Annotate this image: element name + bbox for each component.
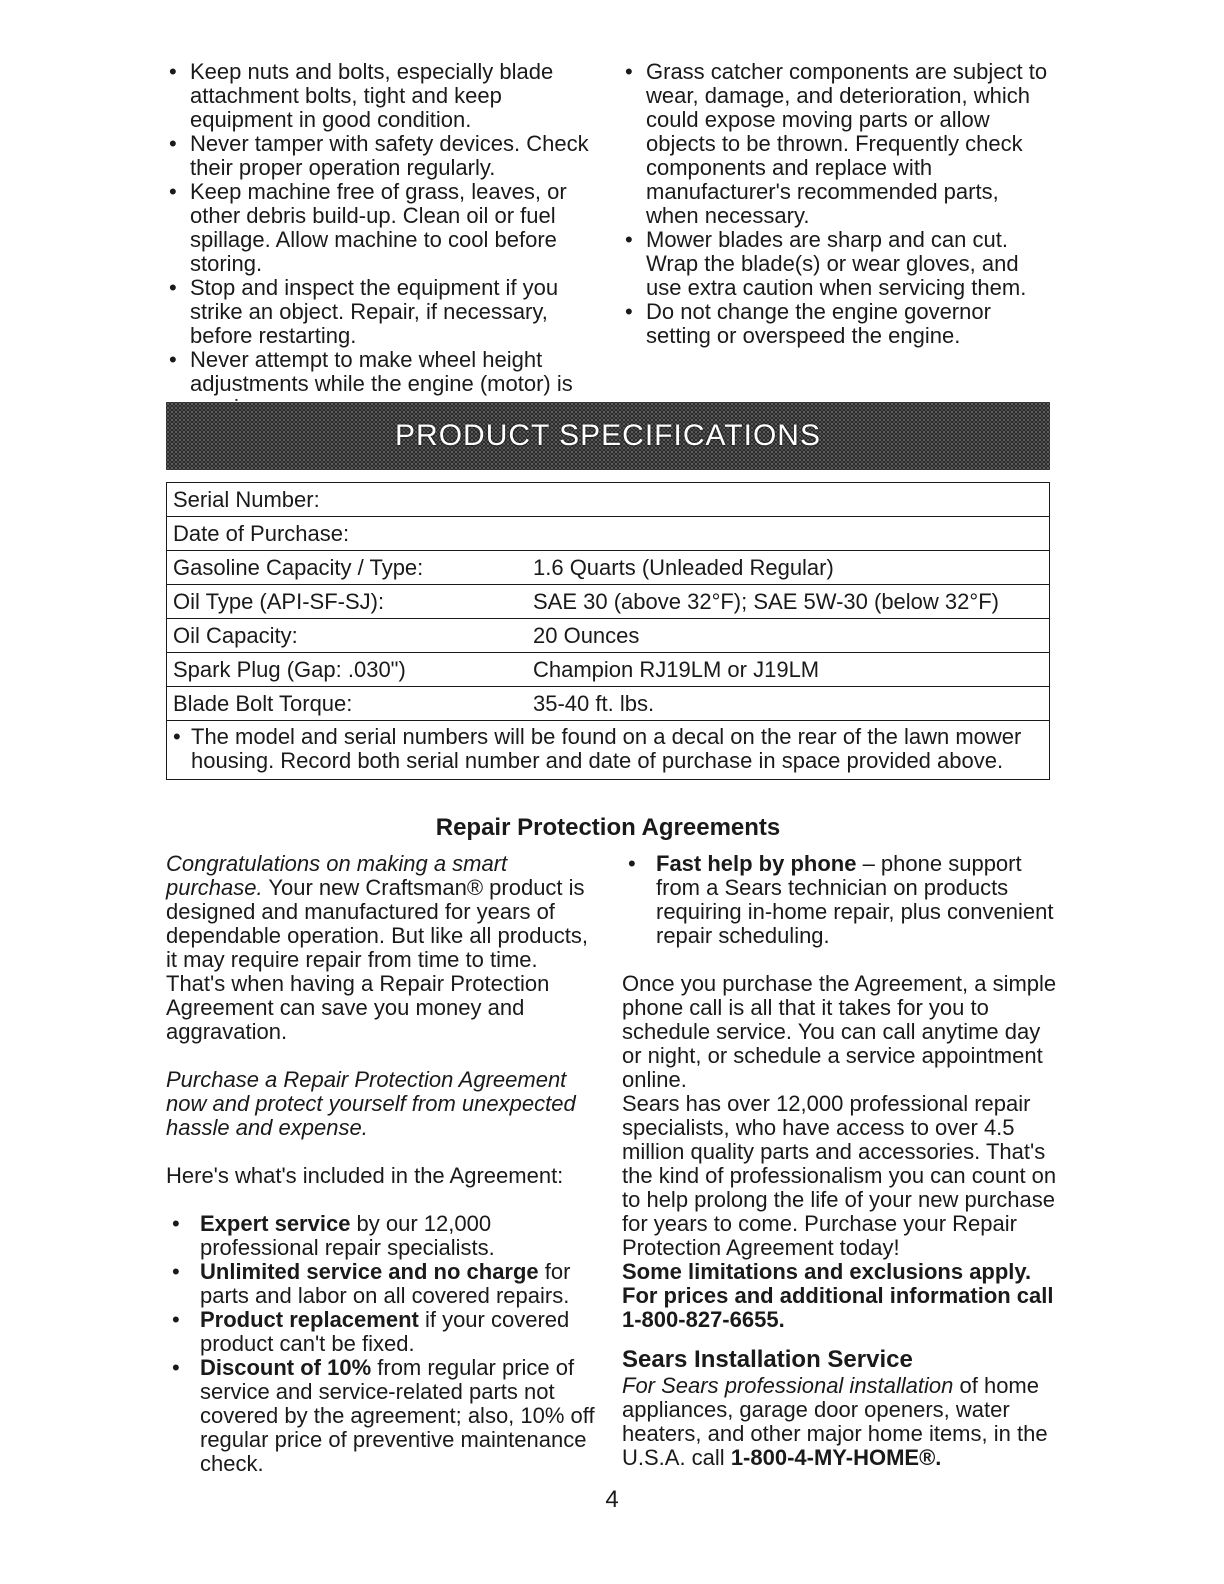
agreement-item (166, 1212, 596, 1260)
spec-value: Champion RJ19LM or J19LM (521, 653, 1049, 687)
installation-heading: Sears Installation Service (622, 1346, 913, 1373)
safety-bullet: • Never attempt to make wheel height adjustments while the engine (motor) is (166, 348, 596, 420)
agreement-item-bold: Fast help by phone (656, 851, 857, 876)
spec-value: SAE 30 (above 32°F); SAE 5W-30 (below 32°F) (521, 585, 1049, 619)
installation-phone: 1-800-4-MY-HOME®. (730, 1445, 942, 1470)
safety-bullet: • Grass catcher components are subject to wear, damage, and deterioration, which could expose moving parts or allow objects to be thrown. Frequently check components and replace with manufacturer's recommended parts, when necessary. (622, 60, 1052, 228)
sears-paragraph: Sears has over 12,000 professional repair specialists, who have access to over 4.5 million quality parts and accessories. That's the kind of professionalism you can count on to help prolong the life of your new purchase for years to come. Purchase your Repair Protection Agreement today! (622, 1091, 1057, 1260)
repair-protection-left-column (166, 852, 596, 1476)
agreement-item-text: from regular price of service and service-related parts not covered by the agreement; also, 10% off regular price of preventive maintenance check. (200, 1355, 595, 1476)
agreement-item (622, 852, 1062, 948)
spec-label: Gasoline Capacity / Type: (167, 551, 521, 585)
safety-bullet: • Keep machine free of grass, leaves, or other debris build-up. Clean oil or fuel spillage. Allow machine to cool before storing. (166, 180, 596, 276)
banner-title: PRODUCT SPECIFICATIONS (395, 419, 821, 452)
spec-row (167, 653, 1049, 687)
agreement-item-text: – phone support from a Sears technician on products requiring in-home repair, plus convenient repair scheduling. (656, 851, 1054, 948)
safety-bullet: • Do not change the engine governor setting or overspeed the engine. (622, 300, 1052, 348)
purchase-paragraph: Purchase a Repair Protection Agreement now and protect yourself from unexpected hassle and expense. (166, 1067, 576, 1140)
spec-label: Date of Purchase: (167, 517, 521, 551)
safety-bullet: • Stop and inspect the equipment if you strike an object. Repair, if necessary, before restarting. (166, 276, 596, 348)
specifications-table (166, 482, 1050, 780)
agreement-item-bold: Product replacement (200, 1307, 419, 1332)
agreement-item-bold: Expert service (200, 1211, 351, 1236)
agreement-item (166, 1260, 596, 1308)
intro-text: Your new Craftsman® product is designed and manufactured for years of dependable operation. But like all products, it may require repair from time to time. That's when having a Repair Protection Agreement can save you money and aggravation. (166, 875, 588, 1044)
page-number: 4 (605, 1486, 619, 1513)
limitations-text: Some limitations and exclusions apply. For prices and additional information call 1-800-827-6655. (622, 1259, 1054, 1332)
spec-row (167, 585, 1049, 619)
spec-row (167, 619, 1049, 653)
included-intro: Here's what's included in the Agreement: (166, 1163, 564, 1188)
spec-label: Blade Bolt Torque: (167, 687, 521, 721)
installation-paragraph (622, 1374, 1062, 1470)
spec-note (167, 721, 1049, 779)
spec-row (167, 483, 1049, 517)
installation-text: of home appliances, garage door openers, water heaters, and other major home items, in the U.S.A. call (622, 1373, 1048, 1470)
spec-label: Serial Number: (167, 483, 521, 517)
safety-bullet: • Keep nuts and bolts, especially blade attachment bolts, tight and keep equipment in good condition. (166, 60, 596, 132)
spec-value: 35-40 ft. lbs. (521, 687, 1049, 721)
repair-protection-right-column (622, 852, 1062, 1470)
agreement-item-bold: Unlimited service and no charge (200, 1259, 539, 1284)
repair-protection-heading: Repair Protection Agreements (435, 814, 781, 841)
spec-label: Oil Capacity: (167, 619, 521, 653)
agreement-item-text: by our 12,000 professional repair specialists. (200, 1211, 495, 1260)
safety-bullet: • Never tamper with safety devices. Check their proper operation regularly. (166, 132, 596, 180)
once-paragraph: Once you purchase the Agreement, a simple phone call is all that it takes for you to schedule service. You can call anytime day or night, or schedule a service appointment online. (622, 971, 1057, 1092)
agreement-item-text: for parts and labor on all covered repairs. (200, 1259, 571, 1308)
spec-label: Spark Plug (Gap: .030") (167, 653, 521, 687)
agreement-item-text: if your covered product can't be fixed. (200, 1307, 570, 1356)
spec-value: 1.6 Quarts (Unleaded Regular) (521, 551, 1049, 585)
spec-value (521, 517, 1049, 551)
spec-note-text: • The model and serial numbers will be found on a decal on the rear of the lawn mower housing. Record both serial number and date of purchase in space provided above. (173, 725, 1043, 773)
installation-italic: For Sears professional installation (622, 1373, 954, 1398)
spec-row (167, 517, 1049, 551)
safety-bullet: • Mower blades are sharp and can cut. Wrap the blade(s) or wear gloves, and use extra caution when servicing them. (622, 228, 1052, 300)
agreement-item (166, 1356, 596, 1476)
product-specifications-banner (166, 402, 1050, 470)
spec-row (167, 551, 1049, 585)
safety-column-right (622, 60, 1052, 348)
safety-column-left (166, 60, 596, 420)
intro-paragraph (166, 852, 596, 1044)
intro-italic: Congratulations on making a smart purchase. (166, 851, 508, 900)
agreement-item (166, 1308, 596, 1356)
spec-value: 20 Ounces (521, 619, 1049, 653)
spec-label: Oil Type (API-SF-SJ): (167, 585, 521, 619)
spec-row (167, 687, 1049, 721)
agreement-item-bold: Discount of 10% (200, 1355, 372, 1380)
spec-value (521, 483, 1049, 517)
